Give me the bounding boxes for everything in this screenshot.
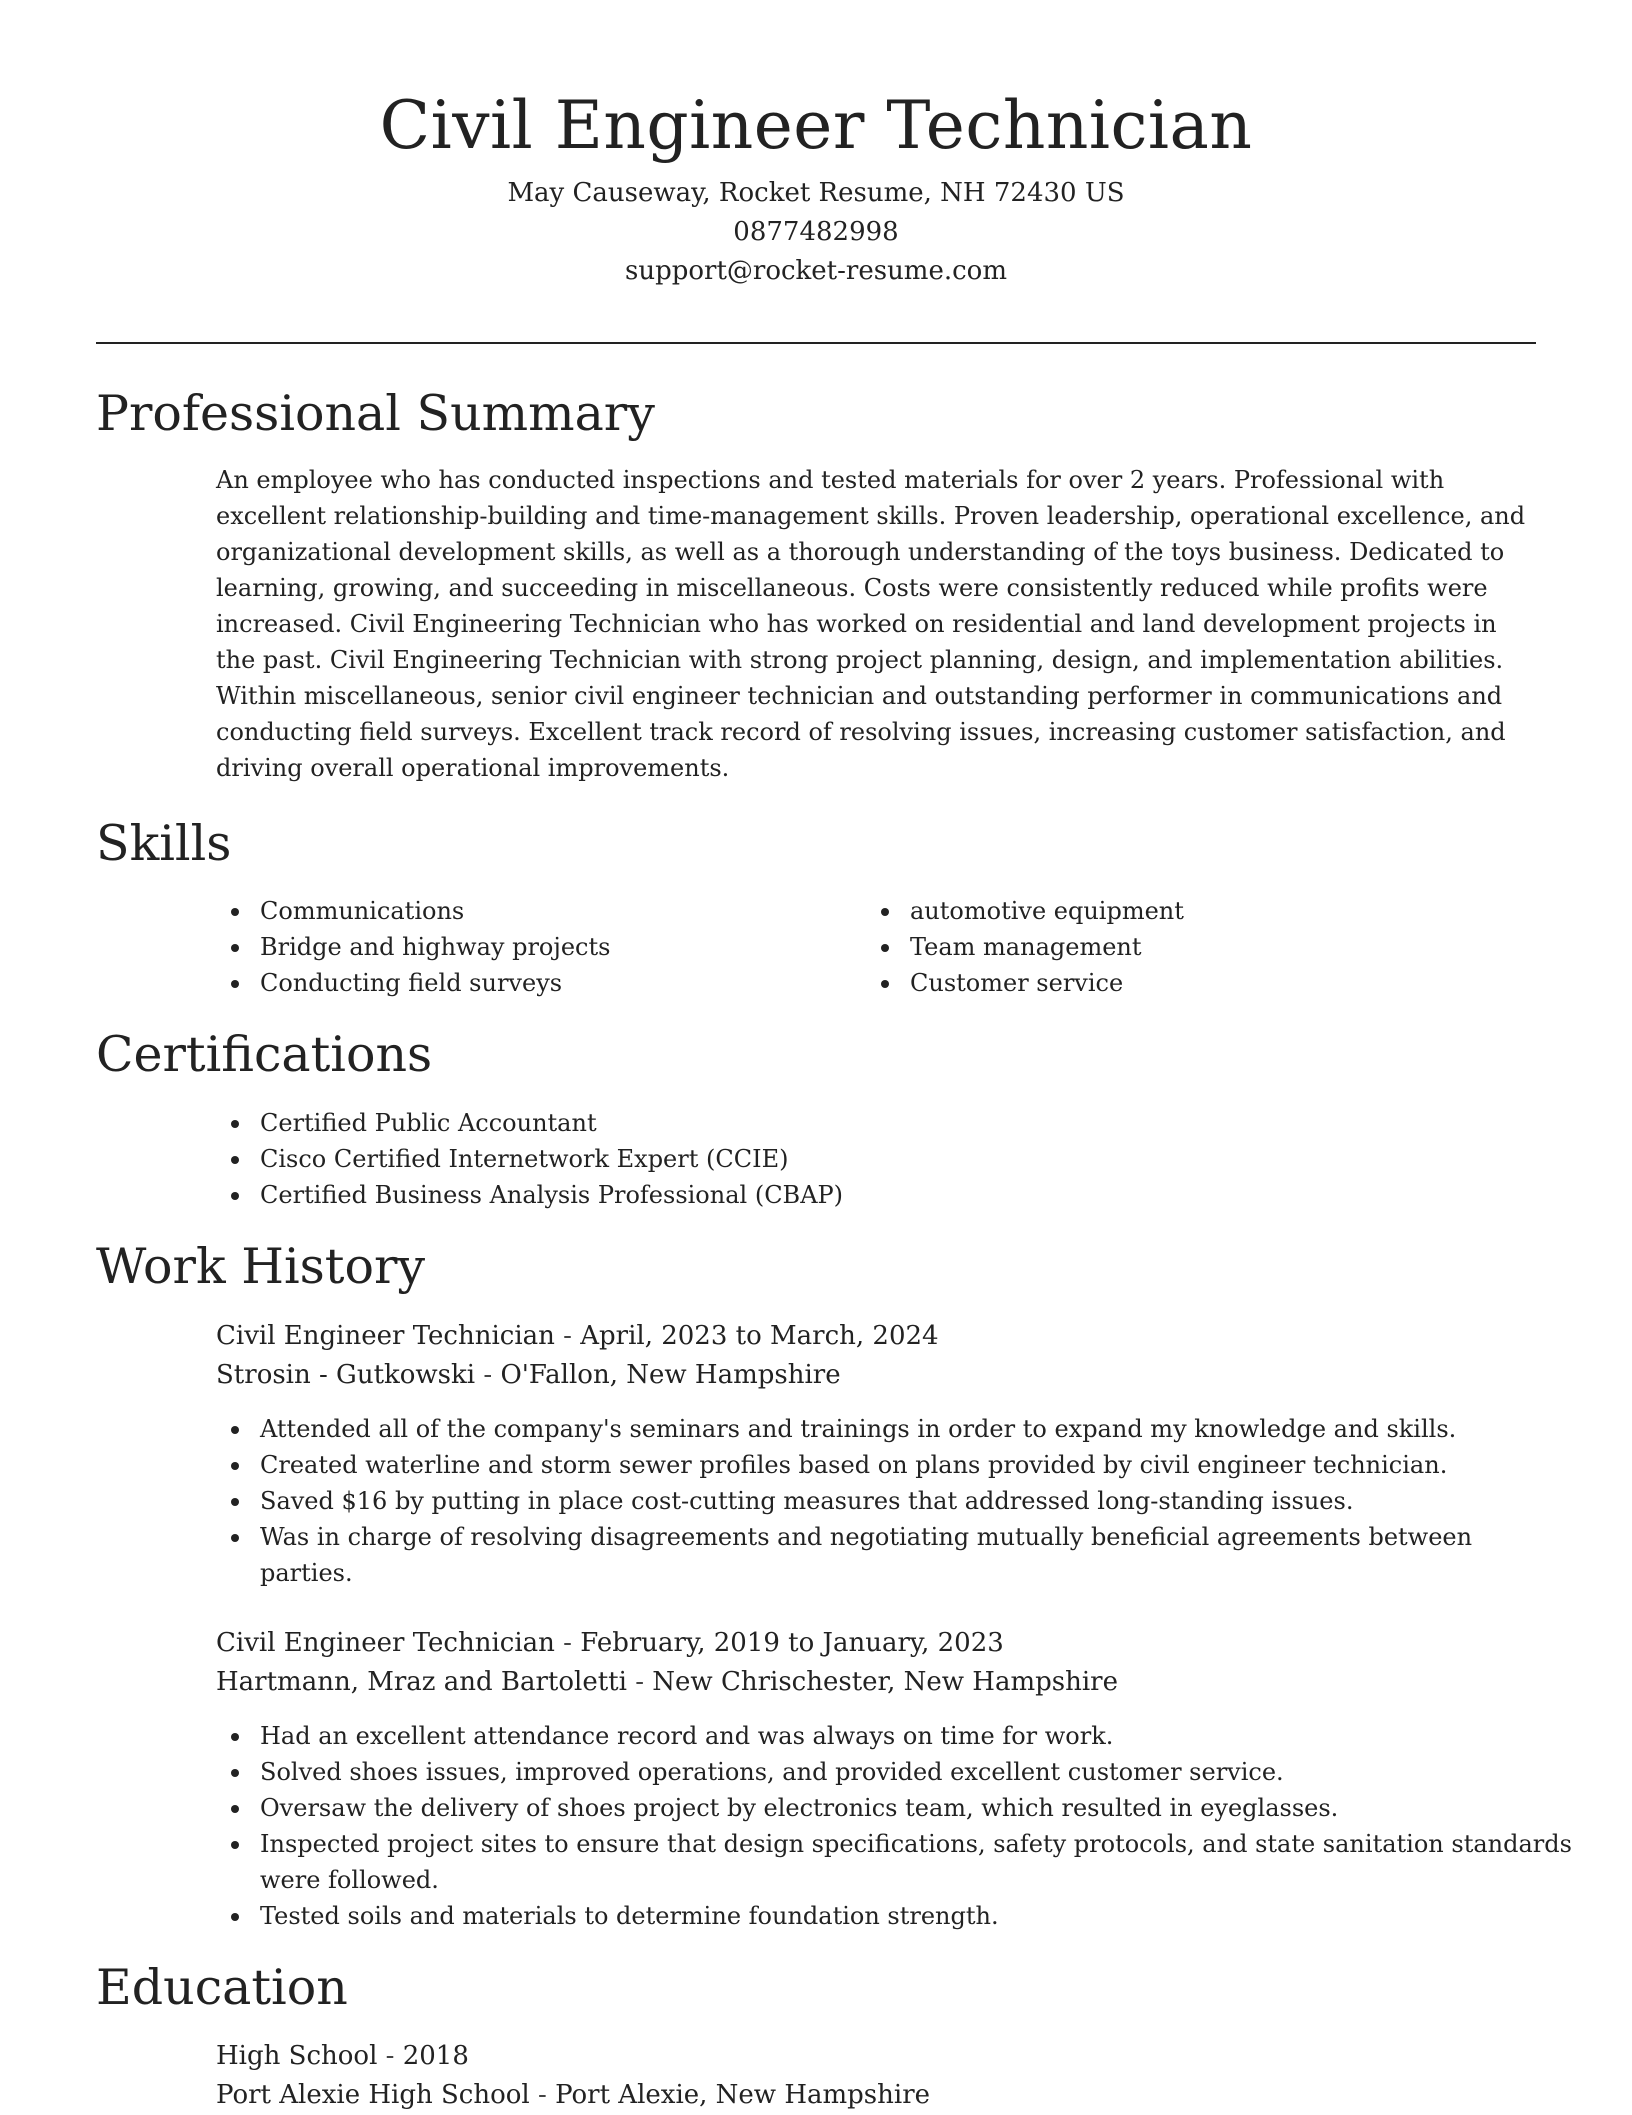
job-location: New Chrischester, New Hampshire (652, 1667, 1118, 1697)
skill-item: Team management (910, 929, 1510, 965)
certification-item: Cisco Certified Internetwork Expert (CCIE) (260, 1141, 1560, 1177)
job-title: Civil Engineer Technician (216, 1321, 555, 1351)
separator: - (529, 2080, 556, 2110)
education-degree: High School (216, 2041, 378, 2071)
separator: - (475, 1360, 501, 1390)
education-location: Port Alexie, New Hampshire (555, 2080, 931, 2110)
duty-item: Solved shoes issues, improved operations, and provided excellent customer service. (260, 1754, 1580, 1790)
contact-phone: 0877482998 (733, 217, 899, 247)
certifications-heading: Certifications (96, 1026, 433, 1083)
skill-item: Bridge and highway projects (260, 929, 860, 965)
duty-item: Had an excellent attendance record and was always on time for work. (260, 1718, 1580, 1754)
job-company: Strosin - Gutkowski (216, 1360, 476, 1390)
certification-item: Certified Business Analysis Professional (CBAP) (260, 1177, 1560, 1213)
job-2-duties (216, 1718, 1580, 1934)
resume-header (96, 82, 1536, 291)
education-school: Port Alexie High School (216, 2080, 530, 2110)
job-1-company-line (216, 1356, 841, 1395)
skill-item: Communications (260, 893, 860, 929)
education-degree-line (216, 2037, 469, 2076)
contact-block (96, 174, 1536, 291)
duty-item: Inspected project sites to ensure that design specifications, safety protocols, and state sanitation standards were followed. (260, 1826, 1580, 1898)
duty-item: Created waterline and storm sewer profiles based on plans provided by civil engineer technician. (260, 1447, 1540, 1483)
header-divider (96, 342, 1536, 344)
duty-item: Saved $16 by putting in place cost-cutting measures that addressed long-standing issues. (260, 1483, 1540, 1519)
education-school-line (216, 2076, 930, 2115)
job-location: O'Fallon, New Hampshire (500, 1360, 841, 1390)
separator: - (554, 1321, 581, 1351)
skills-list-right (866, 893, 1510, 1001)
education-heading: Education (96, 1959, 348, 2016)
skill-item: Customer service (910, 965, 1510, 1001)
contact-email: support@rocket-resume.com (624, 256, 1007, 286)
job-1-title-line (216, 1317, 939, 1356)
separator: - (626, 1667, 653, 1697)
job-dates: February, 2019 to January, 2023 (580, 1628, 1004, 1658)
job-1-duties (216, 1411, 1540, 1591)
separator: - (377, 2041, 403, 2071)
job-company: Hartmann, Mraz and Bartoletti (216, 1667, 627, 1697)
duty-item: Attended all of the company's seminars and trainings in order to expand my knowledge and skills. (260, 1411, 1540, 1447)
duty-item: Tested soils and materials to determine foundation strength. (260, 1898, 1580, 1934)
duty-item: Was in charge of resolving disagreements and negotiating mutually beneficial agreements between parties. (260, 1519, 1540, 1591)
job-2-title-line (216, 1624, 1004, 1663)
skills-list-left (216, 893, 860, 1001)
education-year: 2018 (402, 2041, 469, 2071)
job-dates: April, 2023 to March, 2024 (580, 1321, 939, 1351)
skill-item: Conducting field surveys (260, 965, 860, 1001)
job-2-company-line (216, 1663, 1118, 1702)
certification-item: Certified Public Accountant (260, 1105, 1560, 1141)
contact-address: May Causeway, Rocket Resume, NH 72430 US (507, 178, 1125, 208)
duty-item: Oversaw the delivery of shoes project by electronics team, which resulted in eyeglasses. (260, 1790, 1580, 1826)
candidate-name: Civil Engineer Technician (379, 87, 1253, 164)
job-title: Civil Engineer Technician (216, 1628, 555, 1658)
certifications-list (216, 1105, 1560, 1213)
work-history-heading: Work History (96, 1238, 426, 1295)
summary-heading: Professional Summary (96, 385, 655, 442)
summary-text: An employee who has conducted inspections and tested materials for over 2 years. Professional with excellent relationship-building and time-management skills. Proven leadership, operational excellence, and organizational development skills, as well as a thorough understanding of the toys business. Dedicated to learning, growing, and succeeding in miscellaneous. Costs were consistently reduced while profits were increased. Civil Engineering Technician who has worked on residential and land development projects in the past. Civil Engineering Technician with strong project planning, design, and implementation abilities. Within miscellaneous, senior civil engineer technician and outstanding performer in communications and conducting field surveys. Excellent track record of resolving issues, increasing customer satisfaction, and driving overall operational improvements. (216, 466, 1526, 782)
separator: - (554, 1628, 581, 1658)
skills-heading: Skills (96, 815, 232, 872)
skill-item: automotive equipment (910, 893, 1510, 929)
